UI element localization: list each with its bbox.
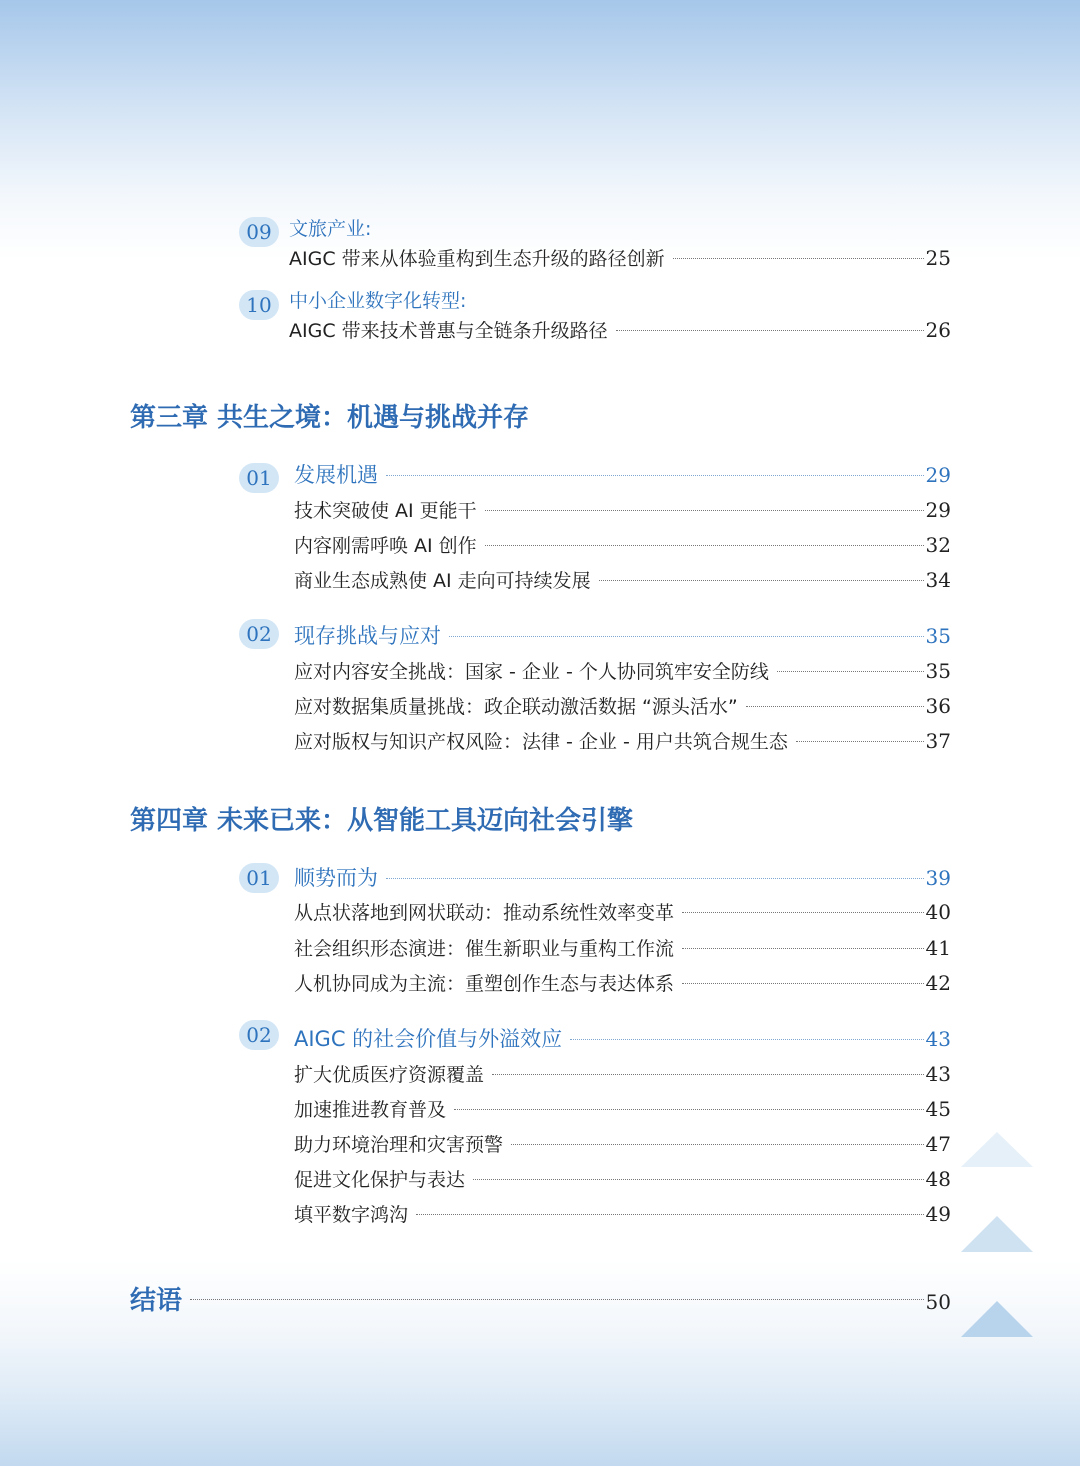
- dot-leader: [570, 1039, 923, 1040]
- entry-title: AIGC 带来从体验重构到生态升级的路径创新: [289, 248, 665, 270]
- entry-title: 应对内容安全挑战：国家 - 企业 - 个人协同筑牢安全防线: [294, 661, 769, 683]
- toc-entry[interactable]: [294, 1060, 951, 1087]
- page-number: 35: [925, 659, 951, 683]
- toc-entry[interactable]: [294, 1165, 951, 1192]
- entry-title: 社会组织形态演进：催生新职业与重构工作流: [294, 938, 675, 960]
- decorative-triangle-icon: [961, 1216, 1033, 1252]
- dot-leader: [599, 580, 924, 581]
- toc-entry[interactable]: [294, 934, 951, 961]
- toc-section-entry[interactable]: [294, 862, 951, 892]
- entry-title: 人机协同成为主流：重塑创作生态与表达体系: [294, 973, 675, 995]
- section-title: 发展机遇: [294, 463, 378, 487]
- page-number: 25: [925, 246, 951, 270]
- page-number: 29: [925, 498, 951, 522]
- entry-title: 技术突破使 AI 更能干: [294, 500, 477, 522]
- page-number: 43: [925, 1027, 951, 1051]
- entry-title: AIGC 带来技术普惠与全链条升级路径: [289, 320, 608, 342]
- toc-entry[interactable]: [294, 692, 951, 719]
- entry-title: 应对数据集质量挑战：政企联动激活数据 “源头活水”: [294, 696, 738, 718]
- toc-section-entry[interactable]: [294, 459, 951, 489]
- entry-title: 内容刚需呼唤 AI 创作: [294, 535, 477, 557]
- page-number: 26: [925, 318, 951, 342]
- dot-leader: [454, 1109, 924, 1110]
- page-number: 41: [925, 936, 951, 960]
- entry-title: 加速推进教育普及: [294, 1099, 447, 1121]
- page-number: 42: [925, 971, 951, 995]
- page-number: 50: [925, 1290, 951, 1314]
- toc-entry[interactable]: [294, 496, 951, 523]
- toc-entry[interactable]: [294, 566, 951, 593]
- dot-leader: [190, 1299, 924, 1300]
- toc-entry[interactable]: [294, 531, 951, 558]
- toc-ending-entry[interactable]: [130, 1280, 951, 1317]
- dot-leader: [682, 912, 924, 913]
- dot-leader: [386, 878, 924, 879]
- page-number: 37: [925, 729, 951, 753]
- decorative-triangle-icon: [961, 1301, 1033, 1337]
- dot-leader: [449, 636, 924, 637]
- toc-entry[interactable]: [294, 898, 951, 925]
- toc-entry[interactable]: [294, 1200, 951, 1227]
- section-number-badge: 02: [239, 1020, 279, 1050]
- dot-leader: [511, 1144, 924, 1145]
- page-number: 43: [925, 1062, 951, 1086]
- section-number-badge: 09: [239, 217, 279, 247]
- dot-leader: [682, 983, 924, 984]
- toc-entry[interactable]: [294, 1130, 951, 1157]
- decorative-triangle-icon: [961, 1132, 1033, 1167]
- toc-entry[interactable]: [294, 1095, 951, 1122]
- dot-leader: [616, 330, 924, 331]
- dot-leader: [485, 510, 924, 511]
- entry-title: 商业生态成熟使 AI 走向可持续发展: [294, 570, 591, 592]
- toc-entry[interactable]: [294, 727, 951, 754]
- dot-leader: [682, 948, 924, 949]
- page-number: 45: [925, 1097, 951, 1121]
- dot-leader: [386, 475, 924, 476]
- page-number: 34: [925, 568, 951, 592]
- section-title: 现存挑战与应对: [294, 624, 441, 648]
- section-number-badge: 10: [239, 290, 279, 320]
- toc-section-entry[interactable]: [294, 1023, 951, 1053]
- page-number: 49: [925, 1202, 951, 1226]
- dot-leader: [746, 706, 924, 707]
- entry-title: 促进文化保护与表达: [294, 1169, 466, 1191]
- section-number-badge: 01: [239, 863, 279, 893]
- page-number: 47: [925, 1132, 951, 1156]
- section-subtitle: 文旅产业:: [289, 218, 372, 240]
- page-number: 29: [925, 463, 951, 487]
- entry-title: 扩大优质医疗资源覆盖: [294, 1064, 485, 1086]
- toc-entry[interactable]: [294, 657, 951, 684]
- page-number: 40: [925, 900, 951, 924]
- chapter-title: 第三章 共生之境：机遇与挑战并存: [130, 403, 530, 433]
- chapter-title: 第四章 未来已来：从智能工具迈向社会引擎: [130, 806, 634, 836]
- dot-leader: [473, 1179, 924, 1180]
- section-number-badge: 01: [239, 463, 279, 493]
- entry-title: 助力环境治理和灾害预警: [294, 1134, 504, 1156]
- dot-leader: [485, 545, 924, 546]
- section-title: 顺势而为: [294, 866, 378, 890]
- entry-title: 从点状落地到网状联动：推动系统性效率变革: [294, 902, 675, 924]
- page-number: 48: [925, 1167, 951, 1191]
- toc-entry[interactable]: [289, 244, 951, 271]
- section-subtitle: 中小企业数字化转型:: [289, 290, 467, 312]
- page-number: 39: [925, 866, 951, 890]
- section-title: AIGC 的社会价值与外溢效应: [294, 1027, 563, 1051]
- dot-leader: [796, 741, 924, 742]
- dot-leader: [777, 671, 924, 672]
- entry-title: 填平数字鸿沟: [294, 1204, 409, 1226]
- dot-leader: [492, 1074, 924, 1075]
- entry-title: 应对版权与知识产权风险：法律 - 企业 - 用户共筑合规生态: [294, 731, 788, 753]
- page-number: 35: [925, 624, 951, 648]
- toc-entry[interactable]: [294, 969, 951, 996]
- ending-title: 结语: [130, 1286, 183, 1316]
- dot-leader: [673, 258, 924, 259]
- toc-section-entry[interactable]: [294, 620, 951, 650]
- toc-entry[interactable]: [289, 316, 951, 343]
- section-number-badge: 02: [239, 619, 279, 649]
- page-number: 36: [925, 694, 951, 718]
- page-number: 32: [925, 533, 951, 557]
- dot-leader: [416, 1214, 924, 1215]
